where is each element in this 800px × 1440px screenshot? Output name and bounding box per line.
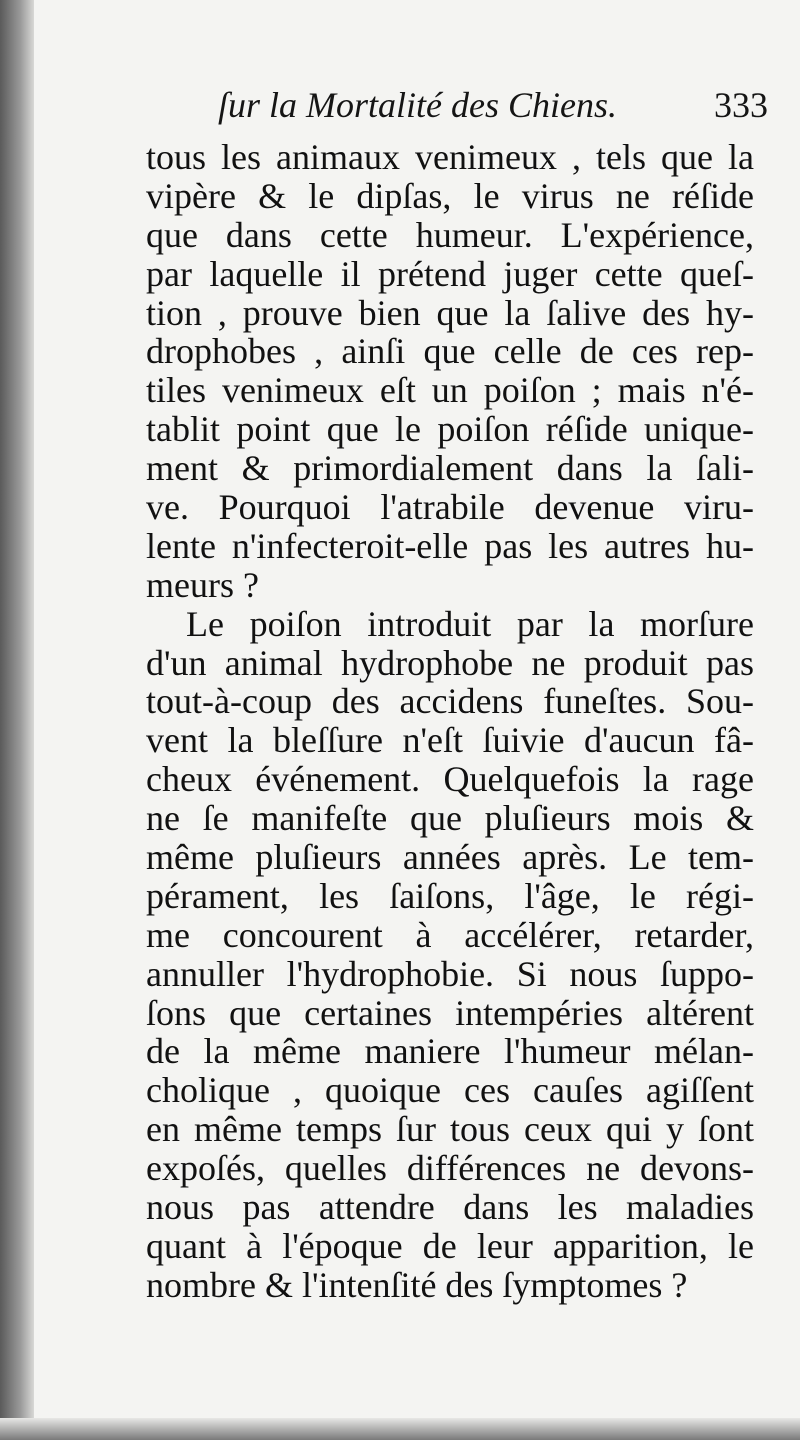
- text-line: quant à l'époque de leur apparition, le: [146, 1225, 754, 1266]
- text-line: meurs ?: [146, 564, 259, 605]
- running-title: ſur la Mortalité des Chiens.: [218, 85, 617, 125]
- text-line: de la même maniere l'humeur mélan-: [146, 1031, 754, 1072]
- text-line: ne ſe manifeſte que pluſieurs mois &: [146, 798, 754, 839]
- text-line: tion , prouve bien que la ſalive des hy-: [146, 292, 754, 333]
- page-header: [218, 84, 774, 134]
- text-line: vent la bleſſure n'eſt ſuivie d'aucun fâ-: [146, 720, 754, 761]
- text-line: tous les animaux venimeux , tels que la: [146, 137, 754, 177]
- text-line: lente n'infecteroit-elle pas les autres hu-: [146, 525, 754, 566]
- text-line: tablit point que le poiſon réſide unique-: [146, 409, 754, 450]
- text-line: en même temps ſur tous ceux qui y ſont: [146, 1109, 754, 1150]
- page-bottom-edge: [0, 1418, 800, 1440]
- text-line: même pluſieurs années après. Le tem-: [146, 837, 754, 878]
- body-text: [146, 138, 754, 1305]
- page-gutter-shadow: [0, 0, 34, 1440]
- text-line: Le poiſon introduit par la morſure: [186, 603, 754, 644]
- text-line: que dans cette humeur. L'expérience,: [146, 214, 754, 255]
- text-line: nous pas attendre dans les maladies: [146, 1187, 754, 1228]
- text-line: par laquelle il prétend juger cette queſ-: [146, 253, 754, 294]
- text-line: annuller l'hydrophobie. Si nous ſuppo-: [146, 953, 754, 994]
- text-line: drophobes , ainſi que celle de ces rep-: [146, 331, 754, 372]
- page-number: 333: [714, 85, 768, 125]
- text-line: tout-à-coup des accidens funeſtes. Sou-: [146, 681, 754, 722]
- text-line: ſons que certaines intempéries altérent: [146, 992, 754, 1033]
- text-line: cholique , quoique ces cauſes agiſſent: [146, 1070, 754, 1111]
- text-line: d'un animal hydrophobe ne produit pas: [146, 642, 754, 683]
- text-line: me concourent à accélérer, retarder,: [146, 914, 754, 955]
- text-line: vipère & le dipſas, le virus ne réſide: [146, 175, 754, 216]
- text-line: pérament, les ſaiſons, l'âge, le régi-: [146, 875, 754, 916]
- text-line: ve. Pourquoi l'atrabile devenue viru-: [146, 487, 754, 528]
- text-line: ment & primordialement dans la ſali-: [146, 448, 754, 489]
- text-line: nombre & l'intenſité des ſymptomes ?: [146, 1264, 688, 1305]
- text-line: cheux événement. Quelquefois la rage: [146, 759, 754, 800]
- text-line: tiles venimeux eſt un poiſon ; mais n'é-: [146, 370, 754, 411]
- text-line: expoſés, quelles différences ne devons-: [146, 1148, 754, 1189]
